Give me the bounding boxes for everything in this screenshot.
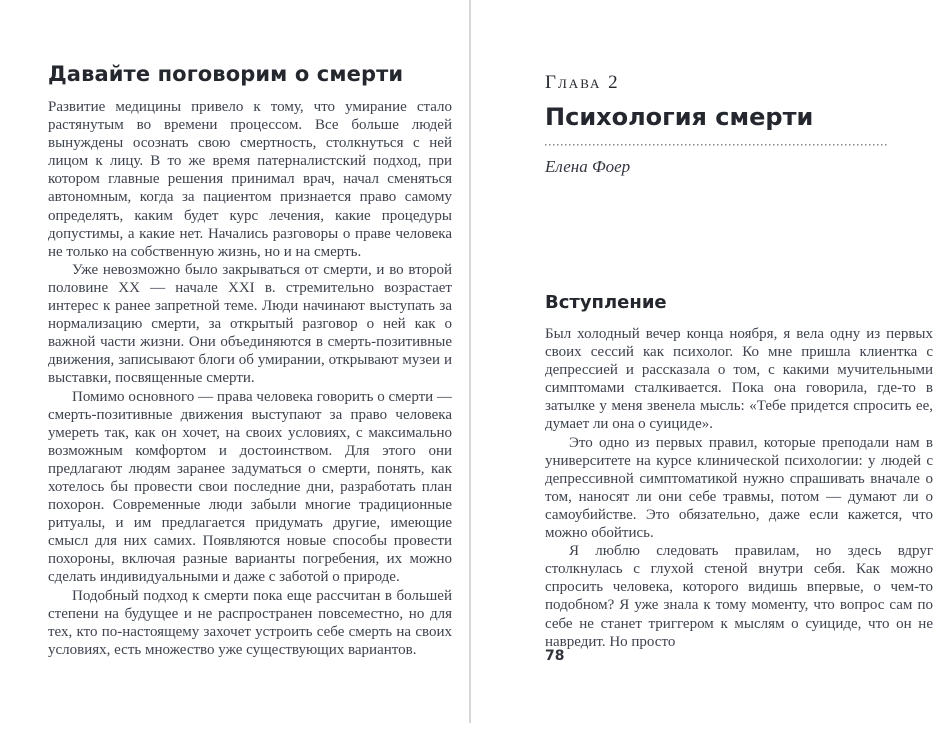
paragraph: Развитие медицины привело к тому, что умирание стало растянутым во времени процессом. Все больше людей вынуждены осознать свою смертность, столкнуться с ней лицом к лицу. В то же время патерналистский подход, при котором главные решения принимал врач, начал сменяться автономным, когда за пациентом признается право самому определять, каким будет курс лечения, какие процедуры допустимы, а какие нет. Начались разговоры о праве человека не только на собственную жизнь, но и на смерть. <box>48 99 452 260</box>
page-gutter-divider <box>469 0 471 723</box>
left-page-heading: Давайте поговорим о смерти <box>48 62 404 86</box>
left-page-body <box>48 98 452 659</box>
section-heading: Вступление <box>545 292 667 313</box>
paragraph: Уже невозможно было закрываться от смерти, и во второй половине XX — начале XXI в. стремительно возрастает интерес к ранее запретной теме. Люди начинают выступать за нормализацию смерти, за открытый разговор о ней как о важной части жизни. Они объединяются в смерть-позитивные движения, записывают блоги об умирании, открывают музеи и выставки, посвященные смерти. <box>48 261 452 387</box>
left-page <box>48 0 452 730</box>
chapter-title: Психология смерти <box>545 103 814 131</box>
dotted-divider <box>545 144 888 146</box>
paragraph: Был холодный вечер конца ноября, я вела одну из первых своих сессий как психолог. Ко мне пришла клиентка с депрессией и рассказала о том, с какими мучительными симптомами сталкивается. Пока она говорила, где-то в затылке у меня звенела мысль: «Тебе придется спросить ее, думает ли она о суициде». <box>545 326 933 433</box>
paragraph: Я люблю следовать правилам, но здесь вдруг столкнулась с глухой стеной внутри себя. Как можно спросить человека, которого видишь впервые, о чем-то подобном? Я уже знала к тому моменту, что вопрос сам по себе не станет триггером к мыслям о суициде, что он не навредит. Но просто <box>545 543 933 650</box>
right-page <box>545 0 933 730</box>
author-name: Елена Фоер <box>545 157 631 176</box>
paragraph: Подобный подход к смерти пока еще рассчитан в большей степени на будущее и не распространен повсеместно, но для тех, кто по-настоящему захочет устроить себе смерть на своих условиях, есть множество уже существующих вариантов. <box>48 587 452 658</box>
page-number: 78 <box>545 648 565 664</box>
paragraph: Помимо основного — права человека говорить о смерти — смерть-позитивные движения выступают за право человека умереть так, как он хочет, на своих условиях, с максимально возможным комфортом и достоинством. Для этого они предлагают людям заранее задуматься о смерти, понять, как хотелось бы провести свои последние дни, разработать план похорон. Современные люди забыли многие традиционные ритуалы, и им предлагается придумать другие, имеющие смысл для них самих. Появляются новые способы провести похороны, включая разные варианты погребения, их можно сделать индивидуальными и даже с заботой о природе. <box>48 388 452 586</box>
chapter-label: Глава 2 <box>545 72 620 93</box>
right-page-body <box>545 325 933 651</box>
paragraph: Это одно из первых правил, которые преподали нам в университете на курсе клинической психологии: у людей с депрессивной симптоматикой нужно спрашивать вначале о том, наносят ли они себе травмы, потом — думают ли о самоубийстве. Это обязательно, даже если кажется, что можно обойтись. <box>545 434 933 542</box>
